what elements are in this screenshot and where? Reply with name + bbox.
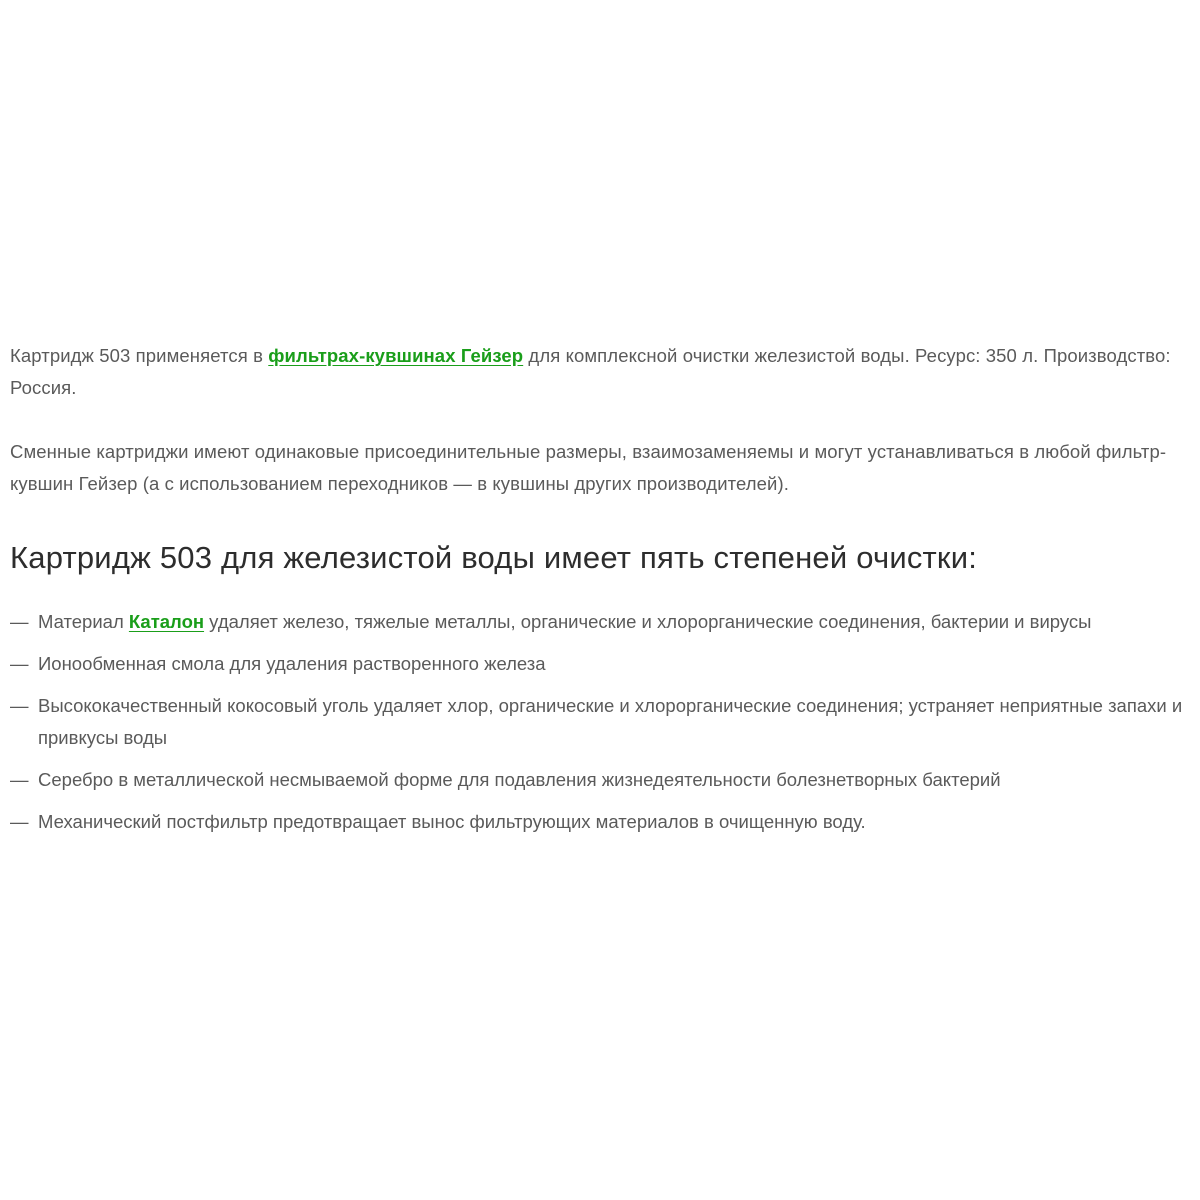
dash-bullet: — [10,653,29,674]
intro-paragraph-1 [10,340,1190,404]
dash-bullet: — [10,695,29,716]
list-item-text: Ионообменная смола для удаления растворенного железа [38,653,546,674]
list-item-text: Высококачественный кокосовый уголь удаляет хлор, органические и хлорорганические соединения; устраняет неприятные запахи и привкусы воды [38,695,1183,748]
cleaning-stages-list [10,606,1190,838]
list-item [10,606,1190,638]
list-item [10,764,1190,796]
list-item-text: Серебро в металлической несмываемой форме для подавления жизнедеятельности болезнетворных бактерий [38,769,1001,790]
article-content [10,340,1190,848]
dash-bullet: — [10,769,29,790]
dash-bullet: — [10,611,29,632]
intro-text-after: для комплексной очистки железистой воды. Ресурс: 350 л. Производство: Россия. [10,345,1171,398]
intro-text-before: Картридж 503 применяется в [10,345,269,366]
list-item [10,806,1190,838]
list-item [10,648,1190,680]
katalon-link[interactable]: Каталон [128,611,205,632]
list-item-text-before: Материал [38,611,129,632]
section-heading: Картридж 503 для железистой воды имеет пять степеней очистки: [10,540,978,575]
intro-paragraph-2: Сменные картриджи имеют одинаковые присоединительные размеры, взаимозаменяемы и могут устанавливаться в любой фильтр-кувшин Гейзер (а с использованием переходников — в кувшины других производителей). [10,441,1167,494]
list-item [10,690,1190,754]
list-item-text: Механический постфильтр предотвращает вынос фильтрующих материалов в очищенную воду. [38,811,866,832]
dash-bullet: — [10,811,29,832]
list-item-text-after: удаляет железо, тяжелые металлы, органические и хлорорганические соединения, бактерии и вирусы [204,611,1092,632]
geyser-pitchers-link[interactable]: фильтрах-кувшинах Гейзер [268,345,524,366]
